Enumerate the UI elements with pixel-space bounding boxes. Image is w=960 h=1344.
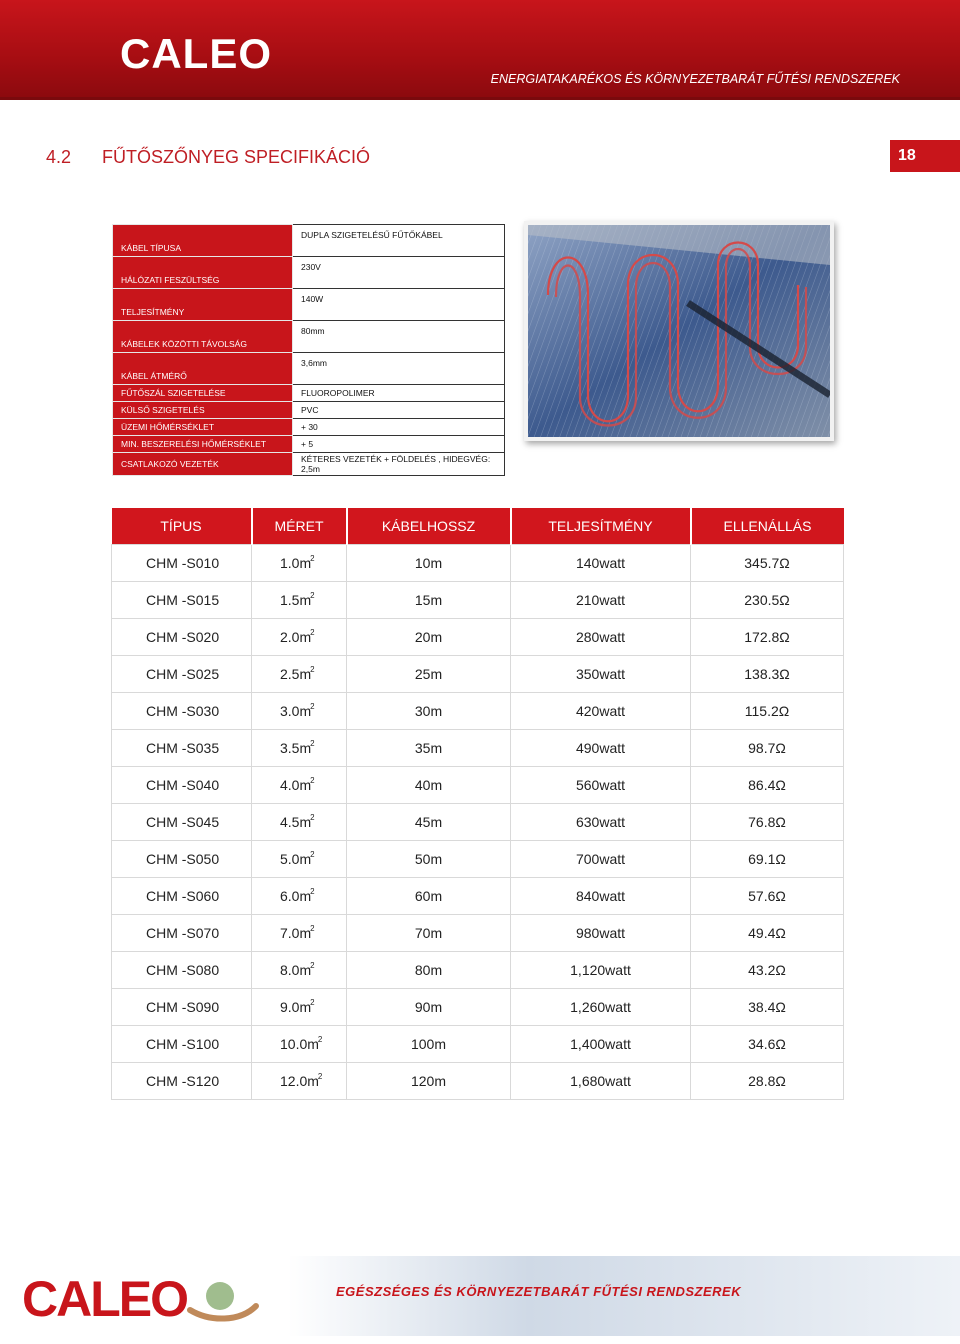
spec-row	[113, 321, 505, 353]
product-table-header	[112, 508, 844, 545]
size-value: 5.0	[280, 851, 300, 867]
cell-power: 490watt	[511, 730, 691, 767]
cell-type: CHM -S120	[112, 1063, 252, 1100]
cell-power: 280watt	[511, 619, 691, 656]
size-unit: m	[299, 888, 312, 904]
header-power: TELJESÍTMÉNY	[511, 508, 691, 545]
cell-power: 1,260watt	[511, 989, 691, 1026]
cell-power: 1,400watt	[511, 1026, 691, 1063]
size-unit: m	[299, 999, 312, 1015]
cell-power: 630watt	[511, 804, 691, 841]
cell-size	[252, 693, 347, 730]
cell-cable-length: 80m	[347, 952, 511, 989]
cell-type: CHM -S080	[112, 952, 252, 989]
cell-cable-length: 20m	[347, 619, 511, 656]
size-value: 4.0	[280, 777, 300, 793]
size-unit-exponent: 2	[310, 961, 315, 970]
cell-resistance: 57.6Ω	[691, 878, 844, 915]
header-resistance: ELLENÁLLÁS	[691, 508, 844, 545]
heating-mat-image	[528, 225, 830, 437]
size-unit-exponent: 2	[310, 887, 315, 896]
spec-label: TELJESÍTMÉNY	[113, 289, 293, 321]
size-value: 3.0	[280, 703, 300, 719]
header-type: TÍPUS	[112, 508, 252, 545]
spec-value: DUPLA SZIGETELÉSŰ FŰTŐKÁBEL	[293, 225, 505, 257]
cell-type: CHM -S030	[112, 693, 252, 730]
page-number: 18	[890, 140, 960, 172]
size-value: 4.5	[280, 814, 300, 830]
spec-row	[113, 453, 505, 476]
cell-cable-length: 25m	[347, 656, 511, 693]
spec-label: CSATLAKOZÓ VEZETÉK	[113, 453, 293, 476]
caleo-logo	[20, 1266, 260, 1330]
spec-label: KÁBELEK KÖZÖTTI TÁVOLSÁG	[113, 321, 293, 353]
cell-power: 210watt	[511, 582, 691, 619]
header-cable-length: KÁBELHOSSZ	[347, 508, 511, 545]
product-table	[111, 508, 844, 1100]
size-value: 7.0	[280, 925, 300, 941]
spec-value: PVC	[293, 402, 505, 419]
spec-label: ÜZEMI HŐMÉRSÉKLET	[113, 419, 293, 436]
page-footer	[0, 1256, 960, 1336]
heating-mat-photo	[524, 221, 834, 441]
size-unit-exponent: 2	[310, 739, 315, 748]
cell-size	[252, 545, 347, 582]
size-unit-exponent: 2	[310, 924, 315, 933]
size-unit: m	[299, 777, 312, 793]
cell-size	[252, 1063, 347, 1100]
size-value: 10.0	[280, 1036, 308, 1052]
table-row	[112, 693, 844, 730]
cell-power: 980watt	[511, 915, 691, 952]
cell-cable-length: 70m	[347, 915, 511, 952]
size-value: 8.0	[280, 962, 300, 978]
size-unit-exponent: 2	[310, 850, 315, 859]
cell-resistance: 86.4Ω	[691, 767, 844, 804]
size-unit-exponent: 2	[310, 628, 315, 637]
spec-value: 3,6mm	[293, 353, 505, 385]
cell-size	[252, 767, 347, 804]
size-unit: m	[307, 1073, 319, 1089]
spec-row	[113, 436, 505, 453]
cell-type: CHM -S045	[112, 804, 252, 841]
spec-row	[113, 419, 505, 436]
svg-text:CALEO: CALEO	[22, 1271, 187, 1327]
size-unit-exponent: 2	[310, 591, 315, 600]
cell-resistance: 230.5Ω	[691, 582, 844, 619]
cell-size	[252, 582, 347, 619]
size-unit: m	[299, 703, 312, 719]
spec-value: + 30	[293, 419, 505, 436]
cell-resistance: 138.3Ω	[691, 656, 844, 693]
cell-cable-length: 10m	[347, 545, 511, 582]
cell-power: 1,120watt	[511, 952, 691, 989]
cell-resistance: 49.4Ω	[691, 915, 844, 952]
cell-power: 350watt	[511, 656, 691, 693]
cell-cable-length: 15m	[347, 582, 511, 619]
table-row	[112, 619, 844, 656]
spec-value: FLUOROPOLIMER	[293, 385, 505, 402]
size-value: 2.5	[280, 666, 300, 682]
size-unit: m	[299, 592, 312, 608]
cell-cable-length: 40m	[347, 767, 511, 804]
table-row	[112, 915, 844, 952]
cell-type: CHM -S070	[112, 915, 252, 952]
cell-cable-length: 120m	[347, 1063, 511, 1100]
cell-size	[252, 656, 347, 693]
cell-resistance: 98.7Ω	[691, 730, 844, 767]
spec-value: + 5	[293, 436, 505, 453]
size-value: 9.0	[280, 999, 300, 1015]
cell-resistance: 115.2Ω	[691, 693, 844, 730]
spec-label: FŰTŐSZÁL SZIGETELÉSE	[113, 385, 293, 402]
cell-size	[252, 804, 347, 841]
cell-resistance: 76.8Ω	[691, 804, 844, 841]
cell-type: CHM -S090	[112, 989, 252, 1026]
table-row	[112, 730, 844, 767]
size-value: 1.0	[280, 555, 300, 571]
size-unit-exponent: 2	[310, 554, 315, 563]
size-unit: m	[299, 555, 312, 571]
cell-type: CHM -S025	[112, 656, 252, 693]
spec-value: KÉTERES VEZETÉK + FÖLDELÉS , HIDEGVÉG: 2,5m	[293, 453, 505, 476]
spec-label: KÁBEL TÍPUSA	[113, 225, 293, 257]
header-tagline: ENERGIATAKARÉKOS ÉS KÖRNYEZETBARÁT FŰTÉSI RENDSZEREK	[490, 72, 900, 86]
cell-type: CHM -S040	[112, 767, 252, 804]
size-unit: m	[299, 629, 312, 645]
cell-type: CHM -S015	[112, 582, 252, 619]
table-row	[112, 1026, 844, 1063]
spec-value: 140W	[293, 289, 505, 321]
cell-cable-length: 35m	[347, 730, 511, 767]
spec-value: 230V	[293, 257, 505, 289]
table-row	[112, 952, 844, 989]
spec-table	[112, 224, 505, 476]
size-value: 12.0	[280, 1073, 308, 1089]
spec-row	[113, 353, 505, 385]
header-strip	[0, 97, 960, 100]
cell-cable-length: 90m	[347, 989, 511, 1026]
size-unit-exponent: 2	[310, 665, 315, 674]
cell-size	[252, 952, 347, 989]
section-title	[46, 147, 370, 168]
spec-row	[113, 257, 505, 289]
table-row	[112, 989, 844, 1026]
table-row	[112, 582, 844, 619]
size-value: 3.5	[280, 740, 300, 756]
cell-resistance: 28.8Ω	[691, 1063, 844, 1100]
size-value: 6.0	[280, 888, 300, 904]
cell-type: CHM -S100	[112, 1026, 252, 1063]
spec-row	[113, 385, 505, 402]
size-unit: m	[299, 740, 312, 756]
page-header	[0, 0, 960, 100]
cell-resistance: 345.7Ω	[691, 545, 844, 582]
header-size: MÉRET	[252, 508, 347, 545]
table-row	[112, 841, 844, 878]
size-unit-exponent: 2	[310, 813, 315, 822]
spec-label: MIN. BESZERELÉSI HŐMÉRSÉKLET	[113, 436, 293, 453]
size-unit: m	[299, 814, 312, 830]
size-unit-exponent: 2	[310, 776, 315, 785]
cell-cable-length: 30m	[347, 693, 511, 730]
size-unit-exponent: 2	[310, 702, 315, 711]
cell-resistance: 69.1Ω	[691, 841, 844, 878]
cell-type: CHM -S060	[112, 878, 252, 915]
brand-title: CALEO	[120, 30, 272, 77]
cell-type: CHM -S050	[112, 841, 252, 878]
cell-power: 420watt	[511, 693, 691, 730]
cell-size	[252, 730, 347, 767]
cell-cable-length: 60m	[347, 878, 511, 915]
cell-type: CHM -S035	[112, 730, 252, 767]
cell-size	[252, 841, 347, 878]
spec-label: KÁBEL ÁTMÉRŐ	[113, 353, 293, 385]
size-unit: m	[307, 1036, 319, 1052]
table-row	[112, 1063, 844, 1100]
table-row	[112, 767, 844, 804]
size-unit: m	[299, 851, 312, 867]
size-unit-exponent: 2	[317, 1035, 323, 1044]
size-value: 2.0	[280, 629, 300, 645]
table-row	[112, 878, 844, 915]
cell-power: 1,680watt	[511, 1063, 691, 1100]
cell-power: 700watt	[511, 841, 691, 878]
table-row	[112, 804, 844, 841]
cell-size	[252, 1026, 347, 1063]
cell-resistance: 38.4Ω	[691, 989, 844, 1026]
cell-size	[252, 915, 347, 952]
cell-size	[252, 878, 347, 915]
spec-row	[113, 402, 505, 419]
size-unit-exponent: 2	[317, 1072, 323, 1081]
section-heading: FŰTŐSZŐNYEG SPECIFIKÁCIÓ	[102, 147, 371, 167]
section-number: 4.2	[46, 147, 72, 167]
footer-tagline: EGÉSZSÉGES ÉS KÖRNYEZETBARÁT FŰTÉSI RENDSZEREK	[336, 1284, 742, 1299]
cell-cable-length: 45m	[347, 804, 511, 841]
cell-type: CHM -S020	[112, 619, 252, 656]
size-value: 1.5	[280, 592, 300, 608]
spec-row	[113, 225, 505, 257]
size-unit: m	[299, 962, 312, 978]
table-row	[112, 545, 844, 582]
size-unit: m	[299, 666, 312, 682]
spec-value: 80mm	[293, 321, 505, 353]
cell-cable-length: 50m	[347, 841, 511, 878]
cell-resistance: 172.8Ω	[691, 619, 844, 656]
cell-type: CHM -S010	[112, 545, 252, 582]
spec-label: HÁLÓZATI FESZÜLTSÉG	[113, 257, 293, 289]
table-row	[112, 656, 844, 693]
cell-power: 560watt	[511, 767, 691, 804]
spec-label: KÜLSŐ SZIGETELÉS	[113, 402, 293, 419]
cell-size	[252, 989, 347, 1026]
cell-power: 840watt	[511, 878, 691, 915]
size-unit-exponent: 2	[310, 998, 315, 1007]
cell-resistance: 34.6Ω	[691, 1026, 844, 1063]
size-unit: m	[299, 925, 312, 941]
cell-cable-length: 100m	[347, 1026, 511, 1063]
cell-size	[252, 619, 347, 656]
globe-icon	[206, 1282, 234, 1310]
cell-resistance: 43.2Ω	[691, 952, 844, 989]
spec-row	[113, 289, 505, 321]
cell-power: 140watt	[511, 545, 691, 582]
